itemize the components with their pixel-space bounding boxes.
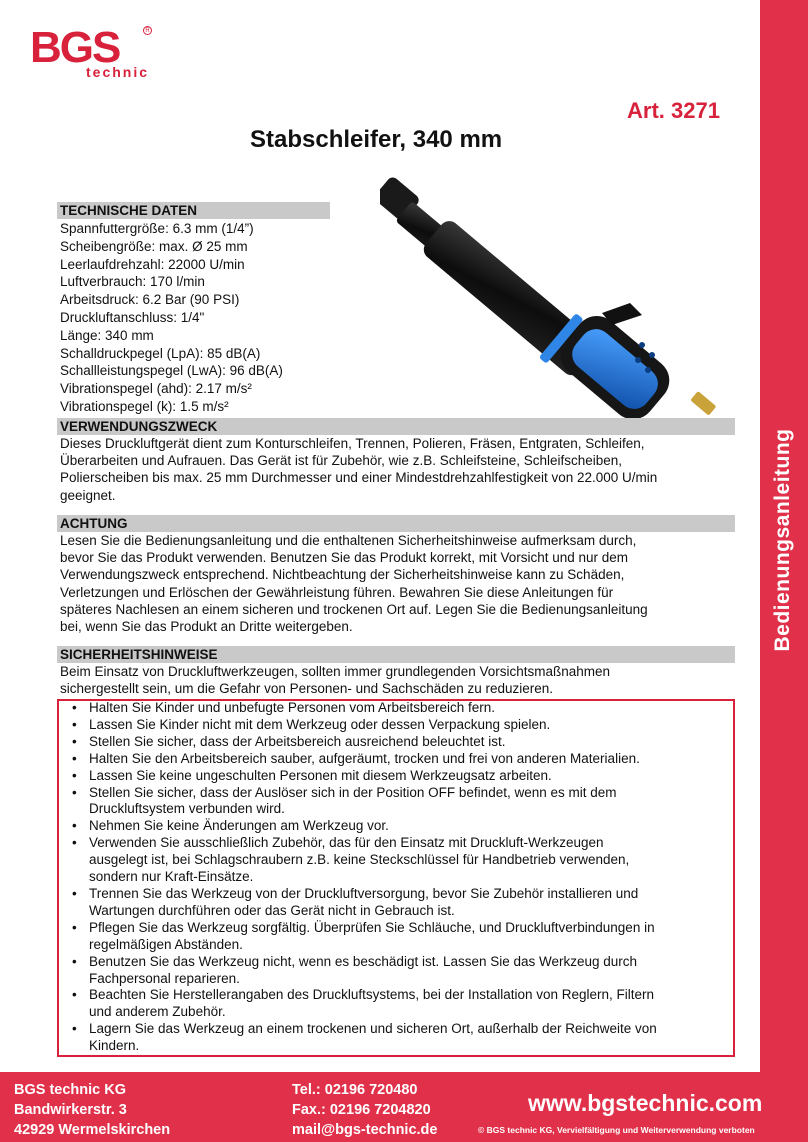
tech-item: Scheibengröße: max. Ø 25 mm [60, 238, 248, 254]
list-item: • Benutzen Sie das Werkzeug nicht, wenn es beschädigt ist. Lassen Sie das Werkzeug durch Fachpersonal reparieren. [67, 954, 717, 988]
page-title: Stabschleifer, 340 mm [250, 126, 503, 153]
list-item: • Trennen Sie das Werkzeug von der Druckluftversorgung, bevor Sie Zubehör installieren und Wartungen durchführen oder das Gerät nicht in Gebrauch ist. [67, 886, 717, 920]
tech-data-heading: TECHNISCHE DATEN [57, 202, 330, 219]
tech-item: Druckluftanschluss: 1/4" [60, 309, 205, 325]
safety-intro: Beim Einsatz von Druckluftwerkzeugen, sollten immer grundlegenden Vorsichtsmaßnahmen sichergestellt sein, um die Gefahr von Personen- und Sachschäden zu reduzieren. [60, 664, 611, 697]
list-item: • Beachten Sie Herstellerangaben des Druckluftsystems, bei der Installation von Reglern, Filtern und anderem Zubehör. [67, 987, 717, 1021]
tech-item: Arbeitsdruck: 6.2 Bar (90 PSI) [60, 292, 240, 308]
list-item: • Nehmen Sie keine Änderungen am Werkzeug vor. [67, 818, 717, 835]
list-item: • Lagern Sie das Werkzeug an einem trockenen und sicheren Ort, außerhalb der Reichweite von Kindern. [67, 1021, 717, 1055]
die-grinder-image [380, 165, 740, 425]
footer-copyright: © BGS technic KG, Vervielfältigung und Weiterverwendung verboten [478, 1125, 755, 1135]
footer [0, 1072, 808, 1142]
tech-item: Länge: 340 mm [60, 327, 154, 343]
usage-text: Dieses Druckluftgerät dient zum Konturschleifen, Trennen, Polieren, Fräsen, Entgraten, Schleifen, Überarbeiten und Aufrauen. Das Gerät ist für Zubehör, wie z.B. Schleifsteine, Schleifscheiben, Polierscheiben bis max. 25 mm Durchmesser und einer Mindestdrehzahlfestigkeit von 22.000 U/min geeignet. [60, 436, 658, 503]
logo-text: BGS [30, 23, 120, 72]
attention-heading: ACHTUNG [57, 515, 735, 532]
safety-heading: SICHERHEITSHINWEISE [57, 646, 735, 663]
footer-contact: Tel.: 02196 720480 Fax.: 02196 7204820 mail@bgs-technic.de [292, 1082, 438, 1138]
attention-text: Lesen Sie die Bedienungsanleitung und die enthaltenen Sicherheitshinweise aufmerksam durch, bevor Sie das Produkt verwenden. Benutzen Sie das Produkt korrekt, mit Vorsicht und nur dem Verwendungszweck entsprechend. Nichtbeachtung der Sicherheitshinweise kann zu Schäden, Verletzungen und Erlöschen der Gewährleistung führen. Bewahren Sie diese Anleitungen für späteres Nachlesen an einem sicheren und trockenen Ort auf. Legen Sie die Bedienungsanleitung bei, wenn Sie das Produkt an Dritte weitergeben. [60, 533, 648, 635]
tech-item: Vibrationspegel (ahd): 2.17 m/s² [60, 381, 252, 397]
tech-item: Luftverbrauch: 170 l/min [60, 274, 205, 290]
tech-item: Spannfuttergröße: 6.3 mm (1/4”) [60, 221, 254, 236]
tech-item: Vibrationspegel (k): 1.5 m/s² [60, 398, 229, 414]
article-number: Art. 3271 [627, 98, 720, 123]
list-item: • Stellen Sie sicher, dass der Auslöser sich in der Position OFF befindet, wenn es mit dem Druckluftsystem verbunden wird. [67, 785, 717, 819]
list-item: • Pflegen Sie das Werkzeug sorgfältig. Überprüfen Sie Schläuche, und Druckluftverbindungen in regelmäßigen Abständen. [67, 920, 717, 954]
list-item: • Halten Sie den Arbeitsbereich sauber, aufgeräumt, trocken und frei von anderen Materialien. [67, 751, 717, 768]
tech-item: Schallleistungspegel (LwA): 96 dB(A) [60, 363, 283, 379]
footer-website-link[interactable]: www.bgstechnic.com [528, 1090, 763, 1116]
list-item: • Lassen Sie keine ungeschulten Personen mit diesem Werkzeugsatz arbeiten. [67, 768, 717, 785]
safety-list [67, 700, 717, 1055]
logo-subtext: technic [86, 64, 150, 80]
usage-heading: VERWENDUNGSZWECK [57, 418, 735, 435]
tech-item: Leerlaufdrehzahl: 22000 U/min [60, 256, 245, 272]
registered-mark: R [143, 26, 152, 35]
list-item: • Halten Sie Kinder und unbefugte Personen vom Arbeitsbereich fern. [67, 700, 717, 717]
side-label: Bedienungsanleitung [771, 428, 794, 652]
list-item: • Stellen Sie sicher, dass der Arbeitsbereich ausreichend beleuchtet ist. [67, 734, 717, 751]
tech-data-list [60, 220, 283, 416]
footer-company: BGS technic KG Bandwirkerstr. 3 42929 Wermelskirchen [14, 1082, 171, 1138]
tech-item: Schalldruckpegel (LpA): 85 dB(A) [60, 345, 261, 361]
list-item: • Verwenden Sie ausschließlich Zubehör, das für den Einsatz mit Druckluft-Werkzeugen ausgelegt ist, bei Schlagschraubern z.B. keine Steckschlüssel für Handbetrieb verwenden, sondern nur Kraft-Einsätze. [67, 835, 717, 886]
bgs-logo [30, 24, 155, 84]
footer-email-link[interactable]: mail@bgs-technic.de [292, 1122, 438, 1138]
list-item: • Lassen Sie Kinder nicht mit dem Werkzeug oder dessen Verpackung spielen. [67, 717, 717, 734]
